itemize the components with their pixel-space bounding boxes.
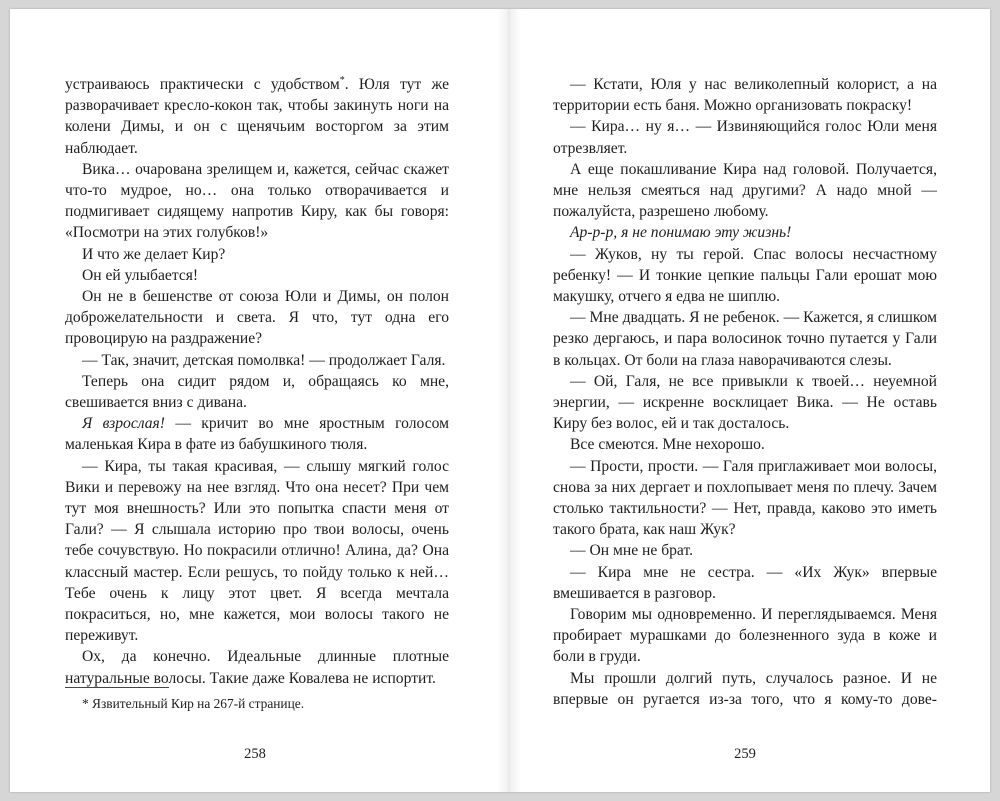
italic-text: Я взрослая!: [82, 415, 165, 433]
paragraph: — Ой, Галя, не все привыкли к твоей… неуемной энергии, — искренне восклицает Вика. — Не оставь Киру без волос, ей и так досталось.: [553, 372, 937, 433]
paragraph: Все смеются. Мне нехорошо.: [570, 436, 765, 454]
paragraph: Говорим мы одновременно. И переглядываемся. Меня пробирает мурашками до болезненного зуда в коже и боли в груди.: [553, 606, 937, 666]
paragraph-text: . Юля тут же разворачивает кресло-кокон так, чтобы закинуть ноги на колени Димы, и он с щенячьим восторгом за этим наблюдает.: [65, 76, 449, 157]
paragraph-text: устраиваюсь практически с удобством: [65, 76, 340, 93]
paragraph: — Кира, ты такая красивая, — слышу мягкий голос Вики и перевожу на нее взгляд. Что она несет? При чем тут моя внешность? Или это попытка спасти меня от Гали? — Я слышала историю про твои волосы, очень тебе сочувствую. Но покрасили отлично! Алина, да? Она классный мастер. Если решусь, то пойду только к ней… Тебе очень к лицу этот цвет. Я всегда мечтала покраситься, но, мне кажется, мои волосы такого не переживут.: [65, 457, 449, 645]
left-page: [10, 9, 500, 792]
paragraph: — Кира… ну я… — Извиняющийся голос Юли меня отрезвляет.: [553, 118, 937, 157]
right-page: [500, 9, 990, 792]
paragraph: — Прости, прости. — Галя приглаживает мои волосы, снова за них дергает и похлопывает меня по плечу. Зачем столько тактильности? — Нет, правда, каково это иметь такого брата, как наш Жук?: [553, 457, 937, 539]
paragraph-text: — кричит во мне яростным голосом маленькая Кира в фате из бабушкиного тюля.: [65, 415, 449, 454]
paragraph: Он не в бешенстве от союза Юли и Димы, он полон доброжелательности и света. Я что, тут одна его провоцирую на раздражение?: [65, 288, 449, 348]
footnote-marker: *: [339, 74, 345, 86]
italic-paragraph: Ар-р-р, я не понимаю эту жизнь!: [570, 224, 792, 242]
page-number-right: 259: [734, 746, 756, 762]
paragraph: — Он мне не брат.: [570, 542, 693, 560]
paragraph: — Жуков, ну ты герой. Спас волосы несчастному ребенку! — И тонкие цепкие пальцы Гали ерошат мою макушку, отчего я едва не шиплю.: [553, 245, 937, 306]
paragraph: Мы прошли долгий путь, случалось разное. И не впервые он ругается из-за того, что я кому-то дове-: [553, 669, 937, 708]
paragraph: — Мне двадцать. Я не ребенок. — Кажется, я слишком резко дергаюсь, и пара волосинок точно путается у Гали в кольцах. От боли на глаза наворачиваются слезы.: [553, 309, 937, 369]
footnote-divider: [65, 687, 169, 688]
paragraph: — Кстати, Юля у нас великолепный колорист, а на территории есть баня. Можно организовать покраску!: [553, 76, 937, 115]
page-number-left: 258: [244, 746, 266, 762]
paragraph: [65, 74, 449, 159]
paragraph: Теперь она сидит рядом и, обращаясь ко мне, свешивается вниз с дивана.: [65, 372, 449, 412]
paragraph: [65, 413, 449, 455]
paragraph: А еще покашливание Кира над головой. Получается, мне нельзя смеяться над другими? А надо мной — пожалуйста, разрешено любому.: [553, 160, 937, 221]
paragraph: И что же делает Кир?: [82, 245, 226, 263]
paragraph: Вика… очарована зрелищем и, кажется, сейчас скажет что-то мудрое, но… она только отворачивается и подмигивает сидящему напротив Киру, как бы говоря: «Посмотри на этих голубков!»: [65, 160, 449, 242]
footnote: * Язвительный Кир на 267-й странице.: [82, 696, 305, 711]
paragraph: — Так, значит, детская помолвка! — продолжает Галя.: [82, 351, 446, 369]
paragraph: Он ей улыбается!: [82, 266, 199, 284]
paragraph: — Кира мне не сестра. — «Их Жук» впервые вмешивается в разговор.: [553, 563, 937, 602]
paragraph: Ох, да конечно. Идеальные длинные плотные натуральные волосы. Такие даже Ковалева не испортит.: [65, 648, 449, 687]
book-spread: [10, 9, 990, 792]
left-page-text: [65, 74, 449, 689]
right-page-text: [553, 74, 937, 710]
